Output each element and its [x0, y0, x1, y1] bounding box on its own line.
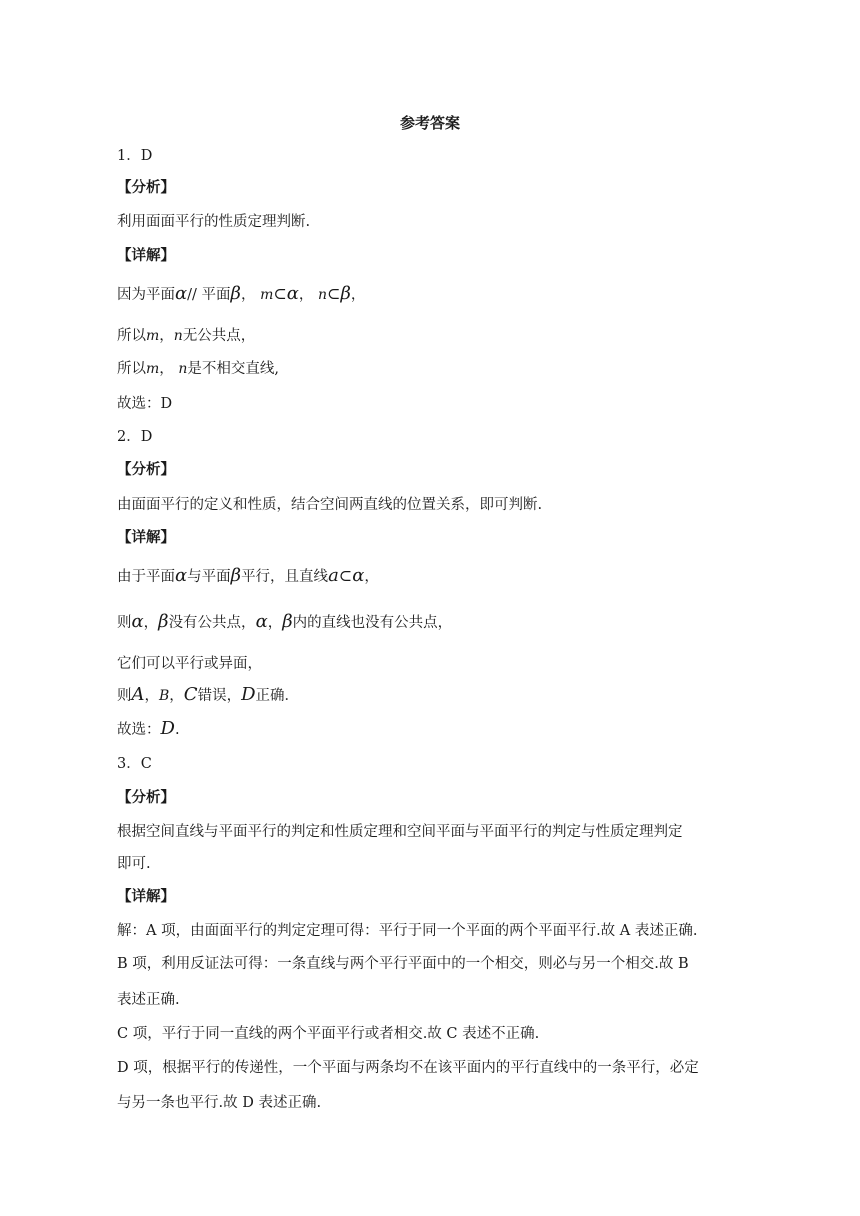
q1-analysis-text: 利用面面平行的性质定理判断. [117, 214, 311, 230]
q3-analysis-text-1: 根据空间直线与平面平行的判定和性质定理和空间平面与平面平行的判定与性质定理判定 [117, 824, 683, 840]
q3-analysis-heading: 【分析】 [117, 790, 175, 806]
q2-detail-line-3: 它们可以平行或异面， [117, 656, 262, 672]
q3-detail-line-4: C 项，平行于同一直线的两个平面平行或者相交.故 C 表述不正确. [117, 1026, 540, 1042]
page-title: 参考答案 [399, 114, 460, 132]
q1-detail-line-2: 所以m，n无公共点， [117, 328, 256, 344]
q3-answer: 3．C [117, 756, 152, 772]
q2-detail-line-1: 由于平面α与平面β平行，且直线a⊂α， [117, 565, 379, 586]
q1-detail-line-1: 因为平面α// 平面β， m⊂α， n⊂β， [117, 283, 366, 304]
q3-detail-line-2: B 项，利用反证法可得：一条直线与两个平行平面中的一个相交，则必与另一个相交.故 B [117, 956, 689, 972]
q3-detail-line-6: 与另一条也平行.故 D 表述正确. [117, 1095, 322, 1111]
q2-choose: 故选：D. [117, 718, 180, 739]
q1-detail-heading: 【详解】 [117, 248, 175, 264]
q2-detail-line-4: 则A，B，C错误，D正确． [117, 684, 300, 705]
q3-detail-line-3: 表述正确. [117, 992, 180, 1008]
q2-detail-line-2: 则α，β没有公共点，α，β内的直线也没有公共点， [117, 611, 453, 632]
q1-choose: 故选：D [117, 396, 173, 412]
q2-analysis-heading: 【分析】 [117, 462, 175, 478]
q3-analysis-text-2: 即可. [117, 856, 151, 872]
q2-answer: 2．D [117, 429, 153, 445]
q1-answer: 1．D [117, 148, 153, 164]
q3-detail-line-1: 解：A 项，由面面平行的判定定理可得：平行于同一个平面的两个平面平行.故 A 表述正确. [117, 923, 698, 939]
q2-detail-heading: 【详解】 [117, 530, 175, 546]
q2-analysis-text: 由面面平行的定义和性质，结合空间两直线的位置关系，即可判断. [117, 497, 543, 513]
q3-detail-line-5: D 项，根据平行的传递性，一个平面与两条均不在该平面内的平行直线中的一条平行，必定 [117, 1060, 699, 1076]
q3-detail-heading: 【详解】 [117, 889, 175, 905]
q1-detail-line-3: 所以m， n是不相交直线, [117, 361, 280, 377]
q1-analysis-heading: 【分析】 [117, 180, 175, 196]
